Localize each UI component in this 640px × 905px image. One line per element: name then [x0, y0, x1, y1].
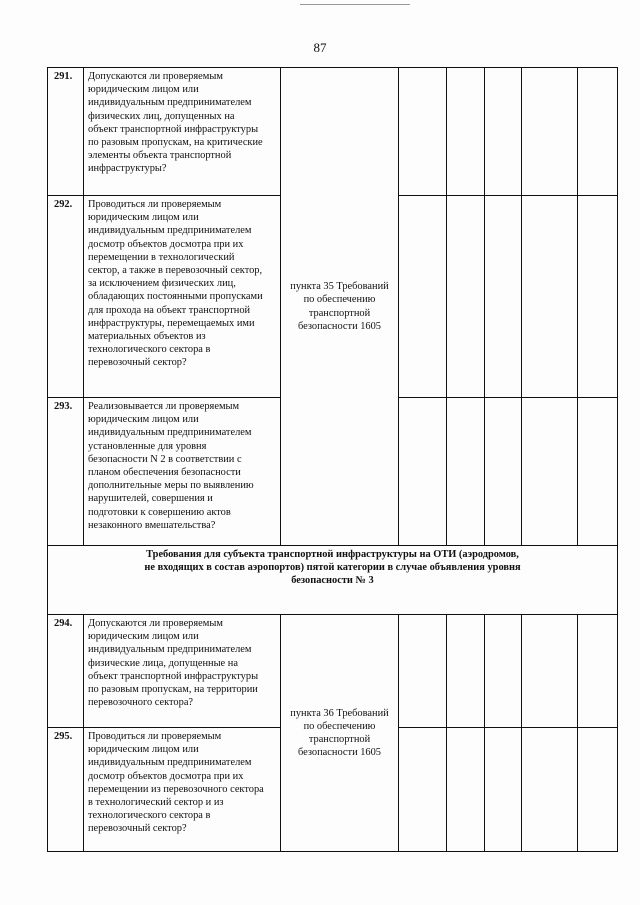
text-line: физических лиц, допущенных на	[88, 110, 235, 122]
text-line: перемещении из перевозочного сектора	[88, 783, 264, 795]
empty-cell	[485, 68, 522, 196]
text-line: пункта 35 Требований	[290, 281, 389, 293]
text-line: индивидуальным предпринимателем	[88, 644, 252, 656]
text-line: нарушителей, совершения и	[88, 493, 213, 505]
text-line: индивидуальным предпринимателем	[88, 97, 252, 109]
empty-cell	[578, 728, 618, 852]
text-line: дополнительные меры по выявлению	[88, 480, 254, 492]
text-line: подготовки к совершению актов	[88, 506, 231, 518]
text-line: юридическим лицом или	[88, 84, 199, 96]
empty-cell	[447, 68, 485, 196]
text-line: перевозочный сектор?	[88, 823, 187, 835]
text-line: безопасности N 2 в соответствии с	[88, 453, 242, 465]
empty-cell	[399, 728, 447, 852]
text-line: технологического сектора в	[88, 810, 211, 822]
text-line: индивидуальным предпринимателем	[88, 757, 252, 769]
row-number: 294.	[48, 615, 84, 728]
text-line: Требования для субъекта транспортной инфраструктуры на ОТИ (аэродромов,	[146, 549, 519, 560]
empty-cell	[578, 68, 618, 196]
requirement-reference	[281, 68, 399, 546]
table-row	[48, 68, 618, 196]
text-line: перемещении в технологический	[88, 251, 235, 263]
section-row	[48, 546, 618, 615]
text-line: за исключением физических лиц,	[88, 278, 236, 290]
row-number: 295.	[48, 728, 84, 852]
text-line: Проводиться ли проверяемым	[88, 199, 222, 210]
row-number: 293.	[48, 398, 84, 546]
row-number: 292.	[48, 196, 84, 398]
question-cell	[84, 68, 281, 196]
text-line: установленные для уровня	[88, 440, 207, 452]
empty-cell	[447, 196, 485, 398]
text-line: индивидуальным предпринимателем	[88, 225, 252, 237]
text-line: незаконного вмешательства?	[88, 519, 216, 531]
text-line: Реализовывается ли проверяемым	[88, 401, 240, 412]
text-line: транспортной	[308, 307, 371, 319]
text-line: инфраструктуры, перемещаемых ими	[88, 317, 255, 329]
question-cell	[84, 728, 281, 852]
text-line: пункта 36 Требований	[290, 707, 389, 719]
text-line: транспортной	[308, 734, 371, 745]
empty-cell	[578, 615, 618, 728]
text-line: досмотр объектов досмотра при их	[88, 770, 244, 782]
text-line: юридическим лицом или	[88, 212, 199, 224]
empty-cell	[522, 68, 578, 196]
text-line: юридическим лицом или	[88, 631, 199, 643]
question-cell	[84, 398, 281, 546]
checklist-table	[47, 67, 618, 852]
text-line: индивидуальным предпринимателем	[88, 427, 252, 439]
text-line: инфраструктуры?	[88, 163, 167, 175]
question-cell	[84, 196, 281, 398]
empty-cell	[485, 398, 522, 546]
page-number: 87	[313, 40, 327, 55]
empty-cell	[399, 68, 447, 196]
empty-cell	[447, 728, 485, 852]
table-row	[48, 615, 618, 728]
text-line: в технологический сектор и из	[88, 797, 224, 809]
text-line: физические лица, допущенные на	[88, 657, 238, 669]
text-line: элементы объекта транспортной	[88, 150, 232, 162]
text-line: по разовым пропускам, на территории	[88, 684, 258, 696]
text-line: сектор, а также в перевозочный сектор,	[88, 265, 263, 277]
empty-cell	[399, 398, 447, 546]
text-line: планом обеспечения безопасности	[88, 467, 241, 479]
text-line: перевозочный сектор?	[88, 357, 187, 369]
empty-cell	[522, 615, 578, 728]
empty-cell	[522, 196, 578, 398]
text-line: обладающих постоянными пропусками	[88, 291, 263, 303]
scan-edge-line	[300, 4, 410, 5]
empty-cell	[578, 196, 618, 398]
text-line: не входящих в состав аэропортов) пятой категории в случае объявления уровня	[144, 562, 521, 574]
text-line: досмотр объектов досмотра при их	[88, 238, 244, 250]
empty-cell	[485, 728, 522, 852]
empty-cell	[399, 615, 447, 728]
text-line: перевозочного сектора?	[88, 697, 194, 709]
question-cell	[84, 615, 281, 728]
empty-cell	[447, 615, 485, 728]
text-line: безопасности 1605	[297, 747, 382, 759]
text-line: безопасности 1605	[297, 320, 382, 332]
empty-cell	[485, 196, 522, 398]
empty-cell	[578, 398, 618, 546]
text-line: по обеспечению	[303, 720, 376, 732]
text-line: юридическим лицом или	[88, 414, 199, 426]
empty-cell	[399, 196, 447, 398]
text-line: безопасности № 3	[291, 575, 374, 587]
empty-cell	[522, 398, 578, 546]
row-number: 291.	[48, 68, 84, 196]
text-line: Допускаются ли проверяемым	[88, 71, 223, 82]
text-line: Допускаются ли проверяемым	[88, 618, 223, 629]
text-line: материальных объектов из	[88, 331, 206, 343]
text-line: по разовым пропускам, на критические	[88, 137, 263, 149]
text-line: объект транспортной инфраструктуры	[88, 123, 259, 135]
empty-cell	[485, 615, 522, 728]
section-heading	[48, 546, 618, 615]
empty-cell	[447, 398, 485, 546]
text-line: Проводиться ли проверяемым	[88, 731, 222, 742]
text-line: по обеспечению	[303, 294, 376, 306]
text-line: для прохода на объект транспортной	[88, 304, 251, 316]
text-line: юридическим лицом или	[88, 744, 199, 756]
empty-cell	[522, 728, 578, 852]
requirement-reference	[281, 615, 399, 852]
text-line: объект транспортной инфраструктуры	[88, 670, 259, 682]
text-line: технологического сектора в	[88, 344, 211, 356]
